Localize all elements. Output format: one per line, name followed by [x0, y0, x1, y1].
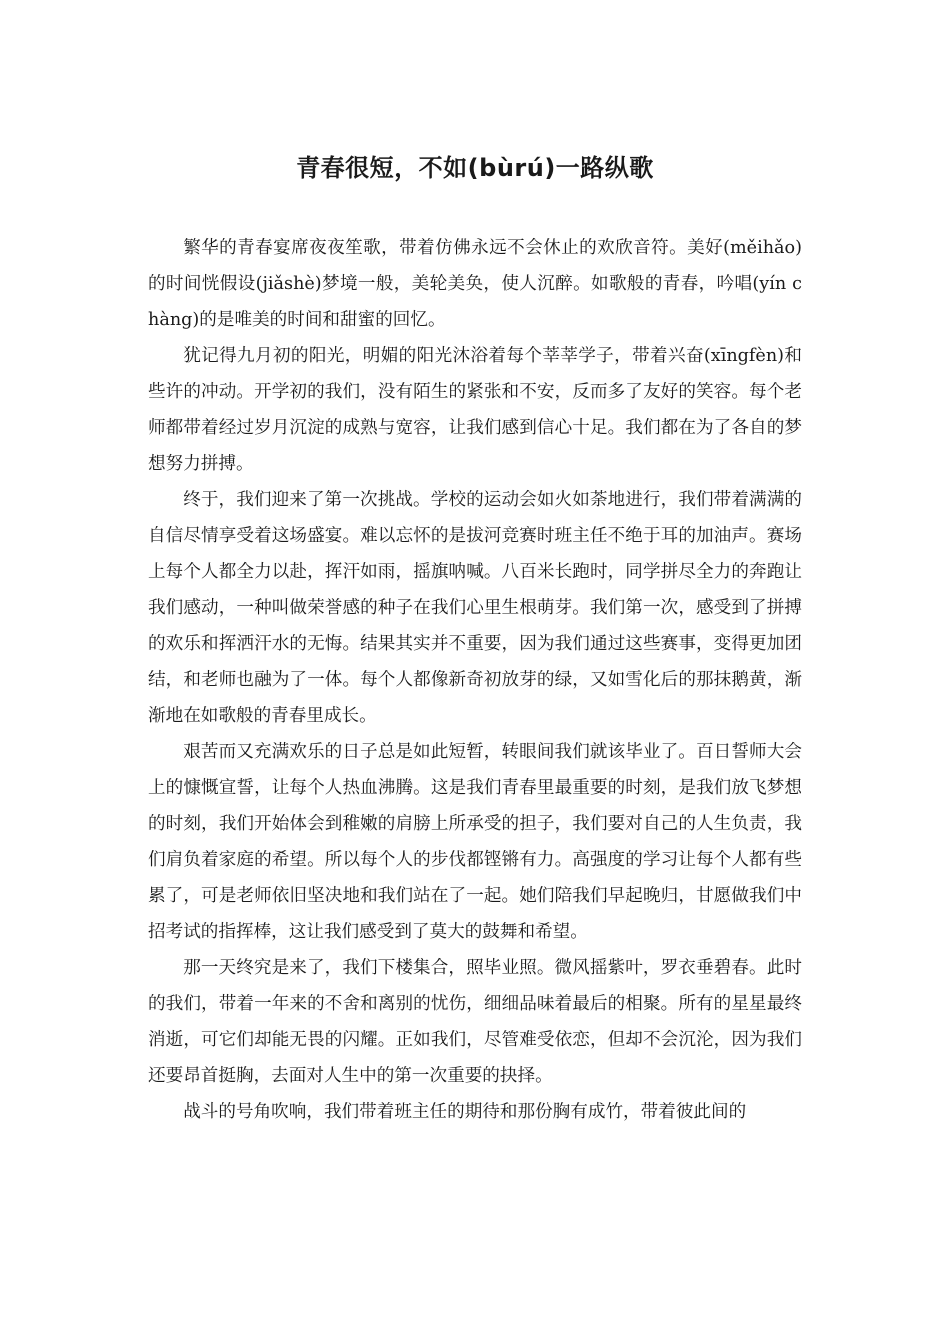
paragraph: 战斗的号角吹响，我们带着班主任的期待和那份胸有成竹，带着彼此间的 — [183, 1102, 747, 1122]
paragraph: 艰苦而又充满欢乐的日子总是如此短暂，转眼间我们就该毕业了。百日誓师大会上的慷慨宣誓，让每个人热血沸腾。这是我们青春里最重要的时刻，是我们放飞梦想的时刻，我们开始体会到稚嫩的肩膀上所承受的担子，我们要对自己的人生负责，我们肩负着家庭的希望。所以每个人的步伐都铿锵有力。高强度的学习让每个人都有些累了，可是老师依旧坚决地和我们站在了一起。她们陪我们早起晚归，甘愿做我们中招考试的指挥棒，这让我们感受到了莫大的鼓舞和希望。 — [148, 742, 802, 942]
paragraph: 犹记得九月初的阳光，明媚的阳光沐浴着每个莘莘学子，带着兴奋(xīngfèn)和些许的冲动。开学初的我们，没有陌生的紧张和不安，反而多了友好的笑容。每个老师都带着经过岁月沉淀的成熟与宽容，让我们感到信心十足。我们都在为了各自的梦想努力拼搏。 — [148, 346, 802, 474]
document-title: 青春很短，不如(bùrú)一路纵歌 — [296, 154, 654, 182]
paragraph: 繁华的青春宴席夜夜笙歌，带着仿佛永远不会休止的欢欣音符。美好(měihǎo)的时间恍假设(jiǎshè)梦境一般，美轮美奂，使人沉醉。如歌般的青春，吟唱(yín chàng)的是唯美的时间和甜蜜的回忆。 — [148, 238, 802, 330]
paragraph: 终于，我们迎来了第一次挑战。学校的运动会如火如荼地进行，我们带着满满的自信尽情享受着这场盛宴。难以忘怀的是拔河竞赛时班主任不绝于耳的加油声。赛场上每个人都全力以赴，挥汗如雨，摇旗呐喊。八百米长跑时，同学拼尽全力的奔跑让我们感动，一种叫做荣誉感的种子在我们心里生根萌芽。我们第一次，感受到了拼搏的欢乐和挥洒汗水的无悔。结果其实并不重要，因为我们通过这些赛事，变得更加团结，和老师也融为了一体。每个人都像新奇初放芽的绿，又如雪化后的那抹鹅黄，渐渐地在如歌般的青春里成长。 — [148, 490, 802, 726]
document-body — [148, 230, 802, 1130]
paragraph: 那一天终究是来了，我们下楼集合，照毕业照。微风摇紫叶，罗衣垂碧春。此时的我们，带着一年来的不舍和离别的忧伤，细细品味着最后的相聚。所有的星星最终消逝，可它们却能无畏的闪耀。正如我们，尽管难受依恋，但却不会沉沦，因为我们还要昂首挺胸，去面对人生中的第一次重要的抉择。 — [148, 958, 802, 1086]
